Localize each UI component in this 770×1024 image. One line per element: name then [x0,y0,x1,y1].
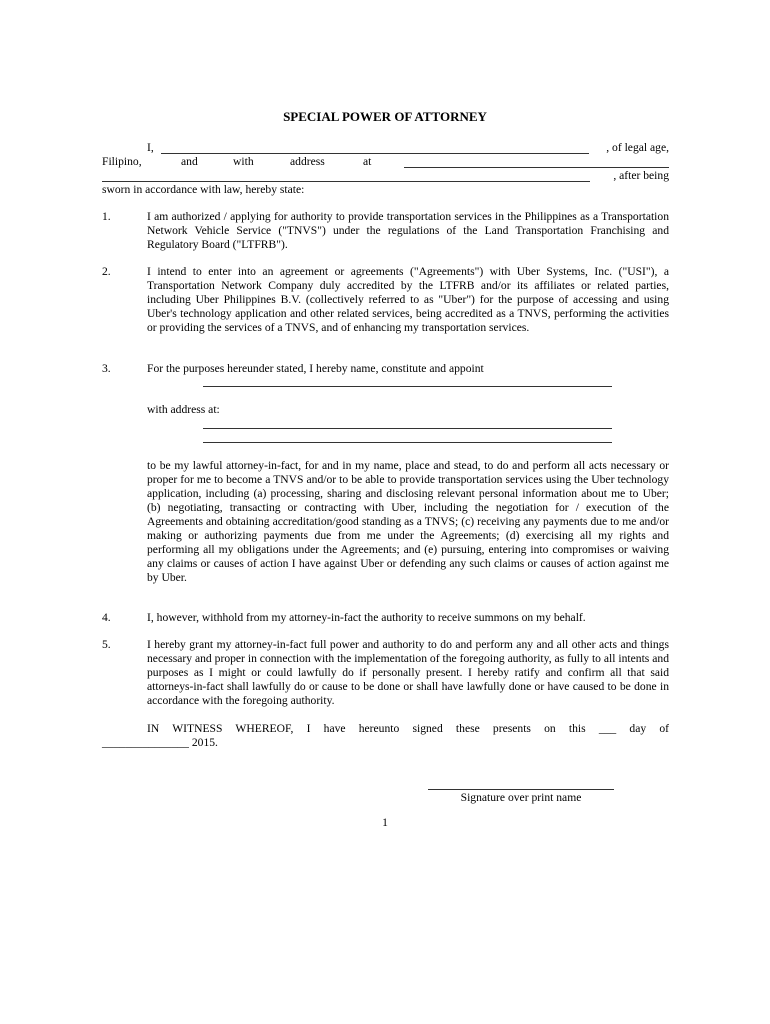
item-3-number: 3. [102,362,111,375]
intro-at: at [363,155,372,168]
intro-filipino: Filipino, [102,155,142,168]
attorney-address-blank-line-1 [203,418,612,429]
attorney-address-blank-line-2 [203,432,612,443]
intro-of-legal-age: , of legal age, [606,141,669,154]
document-title: SPECIAL POWER OF ATTORNEY [283,109,487,124]
item-5-text: I hereby grant my attorney-in-fact full power and authority to do and perform any and all other acts and things necessary and proper in connection with the implementation of the foregoing authority, as fully to all intents and purposes as I might or could lawfully do if personally present. I hereby ratify and confirm all that said attorneys-in-fact shall lawfully do or cause to be done or shall have lawfully done or have caused to be done in accordance with the foregoing authority. [147,638,669,707]
witness-line-1: IN WITNESS WHEREOF, I have hereunto signed these presents on this ___ day of [147,722,669,735]
signature-label: Signature over print name [460,791,582,804]
address-blank-line-1 [404,155,669,168]
intro-with: with [233,155,254,168]
item-1-text: I am authorized / applying for authority to provide transportation services in the Philippines as a Transportation Network Vehicle Service ("TNVS") under the regulations of the Land Transportation Franchising and Regulatory Board ("LTFRB"). [147,210,669,251]
name-blank-line [161,141,589,154]
intro-i: I, [147,141,154,154]
item-3-with-address: with address at: [147,403,220,416]
item-2-text: I intend to enter into an agreement or agreements ("Agreements") with Uber Systems, Inc. ("USI"), a Transportation Network Company duly accredited by the LTFRB and/or its affiliates or related parties, including Uber Philippines B.V. (collectively referred to as "Uber") for the purpose of accessing and using Uber's technology application and other related services, being accredited as a TNVS, performing the activities or providing the services of a TNVS, and of enhancing my transportation services. [147,265,669,334]
signature-line [428,789,614,790]
address-blank-line-2 [102,169,590,182]
item-2-number: 2. [102,265,111,278]
page-number: 1 [382,816,388,829]
item-1-number: 1. [102,210,111,223]
intro-sworn: sworn in accordance with law, hereby state: [102,183,305,196]
item-3-text: For the purposes hereunder stated, I hereby name, constitute and appoint [147,362,484,375]
intro-address: address [290,155,325,168]
item-4-text: I, however, withhold from my attorney-in-fact the authority to receive summons on my behalf. [147,611,586,624]
item-4-number: 4. [102,611,111,624]
intro-after-being: , after being [613,169,669,182]
attorney-name-blank-line [203,376,612,387]
item-3-continuation: to be my lawful attorney-in-fact, for and in my name, place and stead, to do and perform all acts necessary or proper for me to become a TNVS and/or to be able to provide transportation services using the Uber technology application, including (a) processing, sharing and disclosing relevant personal information about me to Uber; (b) negotiating, transacting or contracting with Uber, including the negotiation for / execution of the Agreements and obtaining accreditation/good standing as a TNVS; (c) receiving any payments due to me and/or making or authorizing payments due from me under the Agreements; (d) exercising all my rights and performing all my obligations under the Agreements; and (e) pursuing, entering into compromises or waiving any claims or causes of action I have against Uber or defending any such claims or causes of action against me by Uber. [147,459,669,584]
witness-line-2: _______________ 2015. [102,736,218,749]
intro-and: and [181,155,198,168]
item-5-number: 5. [102,638,111,651]
